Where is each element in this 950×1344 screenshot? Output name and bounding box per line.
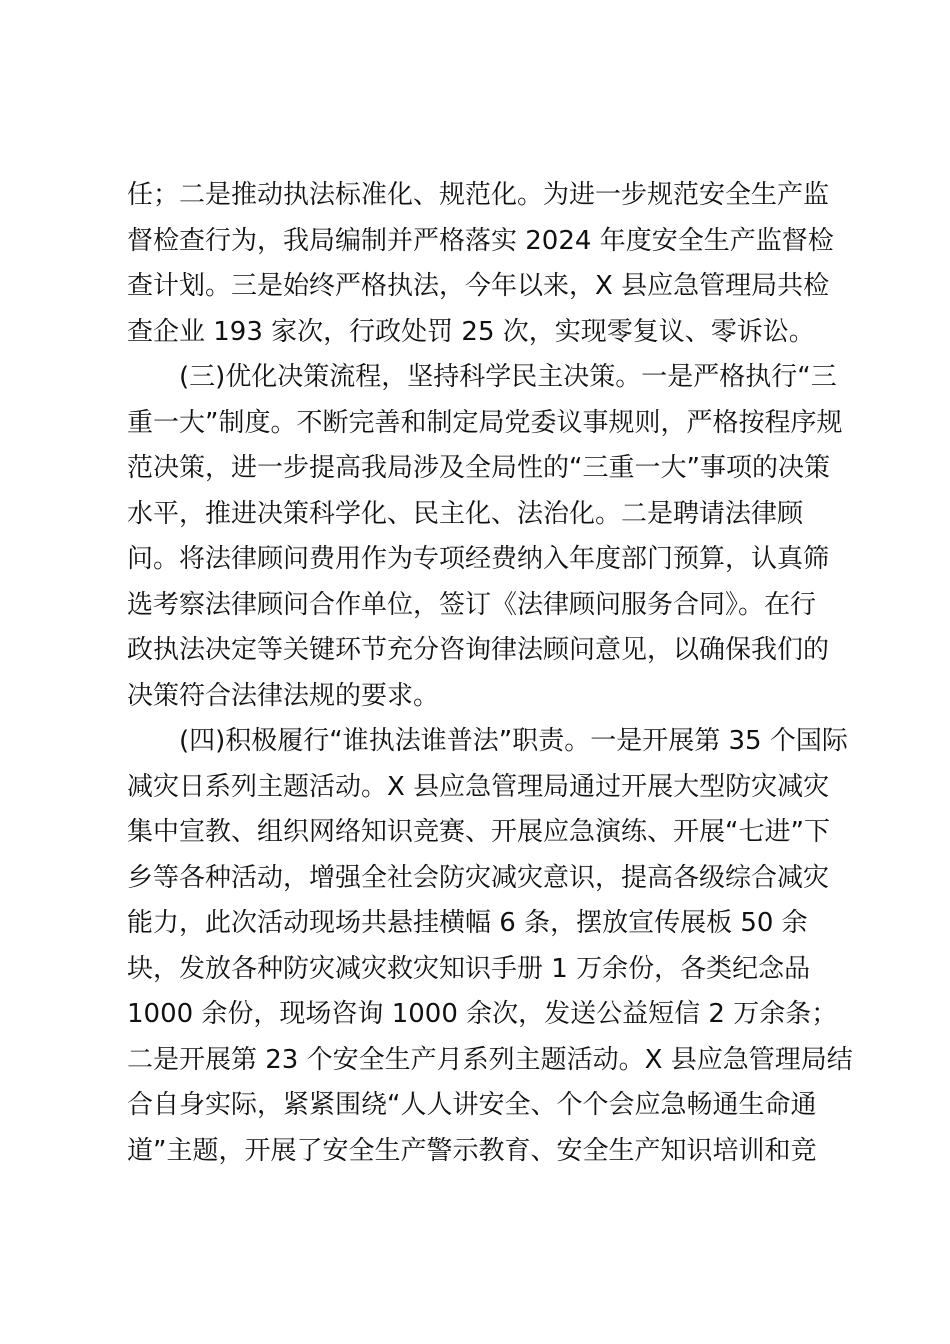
text-line: 决策符合法律法规的要求。: [127, 680, 440, 711]
text-line: 选考察法律顾问合作单位，签订《法律顾问服务合同》。在行: [127, 589, 817, 620]
text-line: 二是开展第 23 个安全生产月系列主题活动。X 县应急管理局结: [127, 1044, 853, 1075]
text-line: 1000 余份，现场咨询 1000 余次，发送公益短信 2 万余条；: [127, 999, 838, 1029]
text-line: 乡等各种活动，增强全社会防灾减灾意识，提高各级综合减灾: [127, 862, 830, 893]
section-heading-line: (四)积极履行“谁执法谁普法”职责。一是开展第 35 个国际: [179, 726, 848, 756]
text-line: 集中宣教、组织网络知识竞赛、开展应急演练、开展“七进”下: [127, 817, 830, 847]
text-line: 任；二是推动执法标准化、规范化。为进一步规范安全生产监: [127, 180, 830, 210]
text-line: 查计划。三是始终严格执法，今年以来，X 县应急管理局共检: [127, 271, 830, 301]
text-line: 减灾日系列主题活动。X 县应急管理局通过开展大型防灾减灾: [127, 771, 830, 802]
text-line: 问。将法律顾问费用作为专项经费纳入年度部门预算，认真筛: [127, 544, 830, 574]
text-line: 查企业 193 家次，行政处罚 25 次，实现零复议、零诉讼。: [127, 316, 815, 347]
text-line: 政执法决定等关键环节充分咨询律法顾问意见，以确保我们的: [127, 635, 830, 665]
text-line: 范决策，进一步提高我局涉及全局性的“三重一大”事项的决策: [127, 453, 830, 483]
body-text: [127, 173, 853, 1174]
text-line: 水平，推进决策科学化、民主化、法治化。二是聘请法律顾: [127, 498, 804, 529]
text-line: 块，发放各种防灾减灾救灾知识手册 1 万余份，各类纪念品: [127, 953, 811, 984]
text-line: 督检查行为，我局编制并严格落实 2024 年度安全生产监督检: [127, 225, 834, 256]
text-line: 道”主题，开展了安全生产警示教育、安全生产知识培训和竞: [127, 1135, 817, 1166]
text-line: 重一大”制度。不断完善和制定局党委议事规则，严格按程序规: [127, 407, 843, 438]
text-line: 能力，此次活动现场共悬挂横幅 6 条，摆放宣传展板 50 余: [127, 908, 808, 938]
text-line: 合自身实际，紧紧围绕“人人讲安全、个个会应急畅通生命通: [127, 1090, 817, 1120]
section-heading-line: (三)优化决策流程，坚持科学民主决策。一是严格执行“三: [179, 362, 837, 392]
